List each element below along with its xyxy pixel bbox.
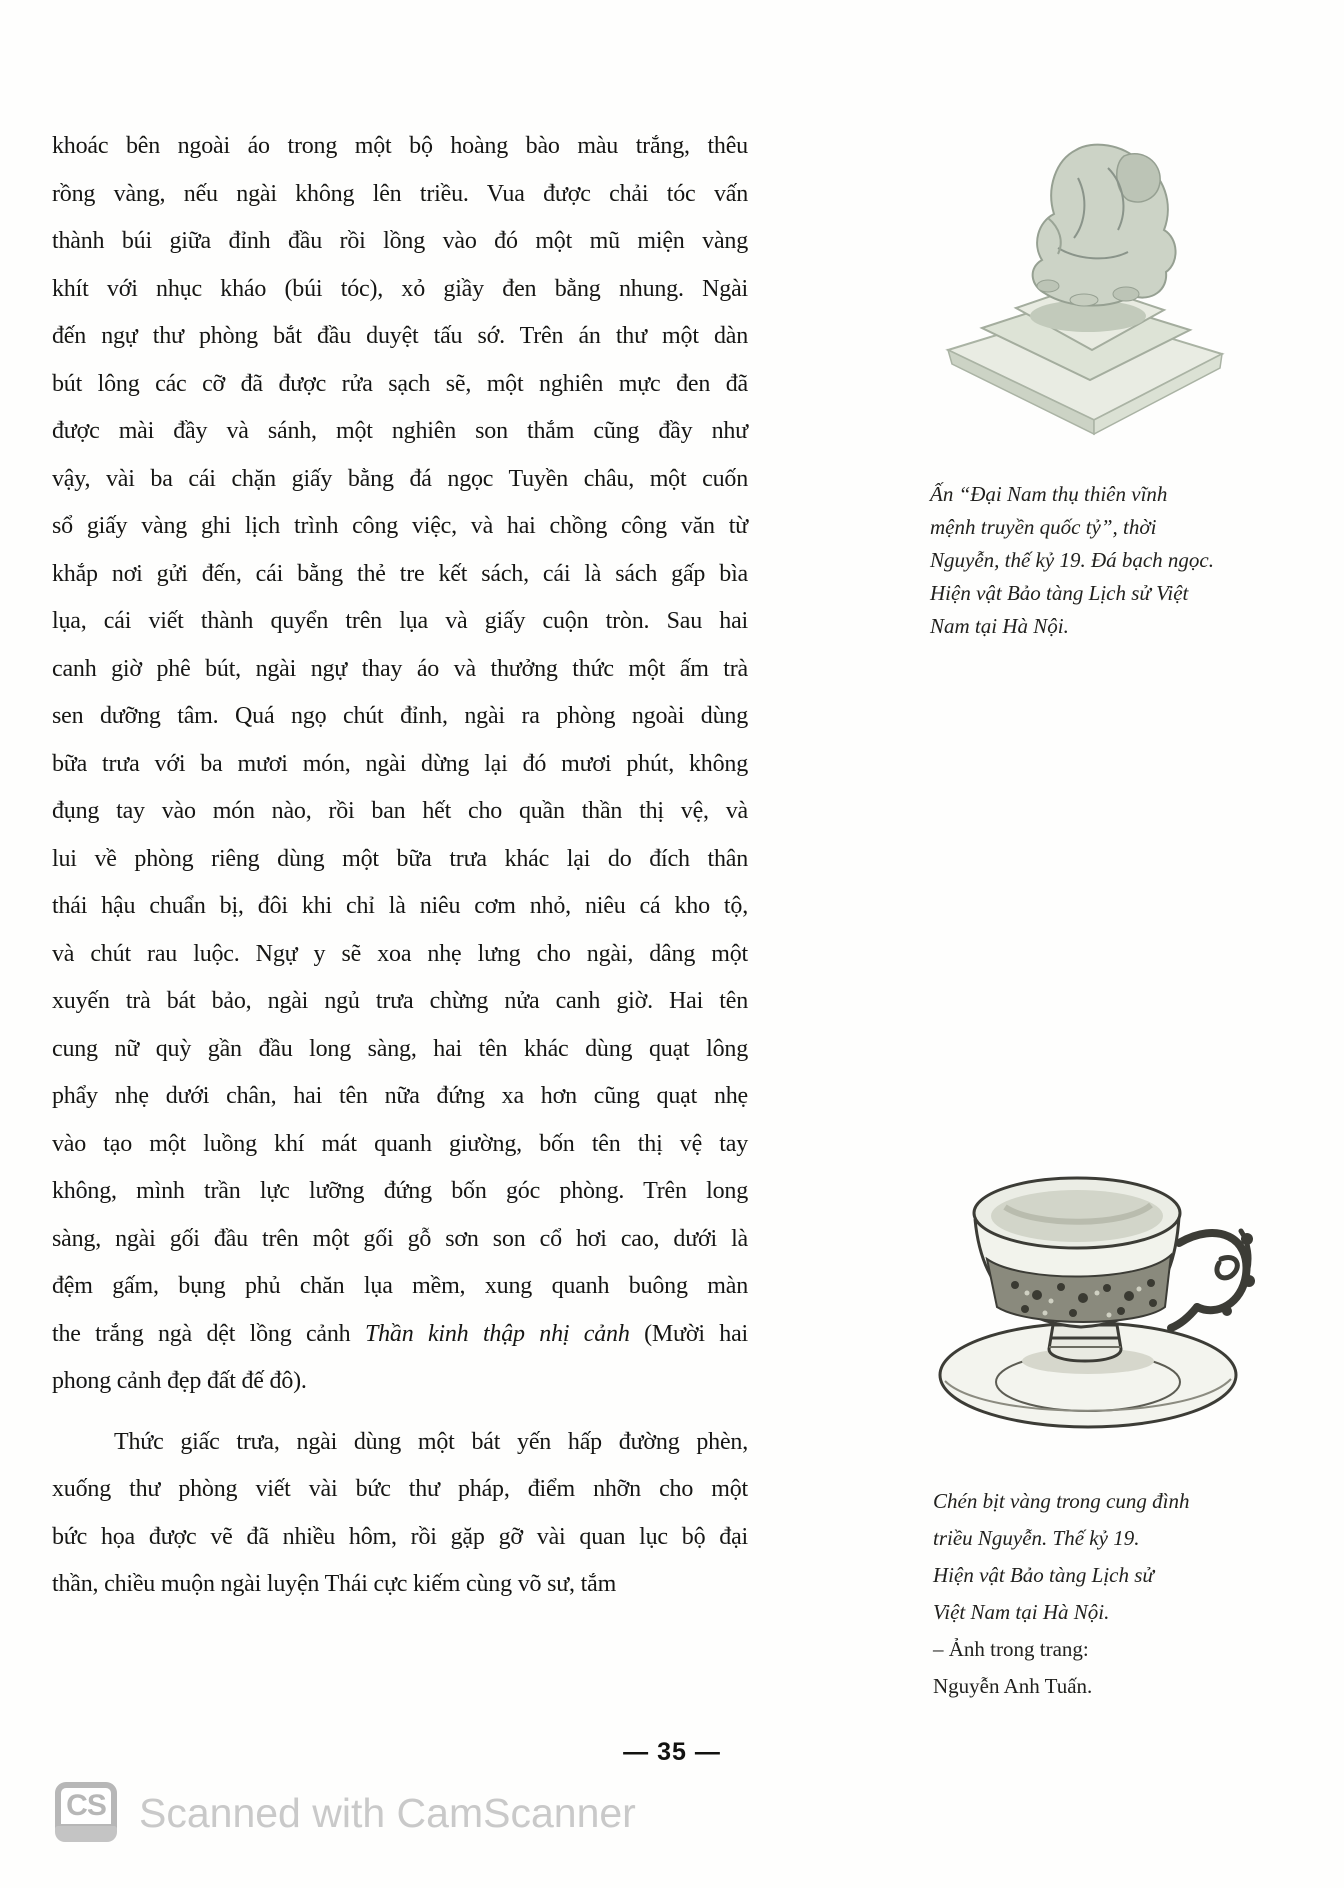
text: lui về phòng riêng dùng một bữa trưa khác lại do đích thân [52,845,748,872]
text-line [52,1121,748,1169]
text: thành búi giữa đỉnh đầu rồi lồng vào đó một mũ miện vàng [52,228,748,254]
text: cung nữ quỳ gần đầu long sàng, hai tên khác dùng quạt lông [52,1035,748,1062]
text-line [52,646,748,694]
text-line [52,1358,748,1406]
caption-line: Hiện vật Bảo tàng Lịch sử [933,1563,1154,1587]
text: phong cảnh đẹp đất đế đô). [52,1368,307,1394]
text: (Mười hai [629,1320,748,1347]
text: xuyến trà bát bảo, ngài ngủ trưa chừng nửa canh giờ. Hai tên [52,988,748,1014]
text: không, mình trần lực lưỡng đứng bốn góc phòng. Trên long [52,1178,748,1204]
caption-line: Nguyễn, thế kỷ 19. Đá bạch ngọc. [930,548,1215,572]
caption-cup [933,1483,1268,1705]
camscanner-logo-text: CS [55,1782,117,1830]
text-line [52,1419,748,1467]
text-line [52,788,748,836]
text: vậy, vài ba cái chặn giấy bằng đá ngọc Tuyền châu, một cuốn [52,465,748,492]
text: đệm gấm, bụng phủ chăn lụa mềm, xung quanh buông màn [52,1273,748,1299]
caption-line: mệnh truyền quốc tỷ”, thời [930,515,1157,539]
text: vào tạo một luồng khí mát quanh giường, bốn tên thị vệ tay [52,1130,748,1157]
text: xuống thư phòng viết vài bức thư pháp, điểm nhỡn cho một [52,1476,748,1502]
caption-line: triều Nguyễn. Thế kỷ 19. [933,1526,1140,1550]
text-line [52,1514,748,1562]
text: lụa, cái viết thành quyển trên lụa và giấy cuộn tròn. Sau hai [52,608,748,634]
text-line [52,1216,748,1264]
text: bức họa được vẽ đã nhiều hôm, rồi gặp gỡ vài quan lục bộ đại [52,1523,748,1550]
text-line [52,1311,748,1359]
text-line [52,883,748,931]
text-line [52,266,748,314]
text-line [52,931,748,979]
text: bữa trưa với ba mươi món, ngài dừng lại đó mươi phút, không [52,750,748,777]
figure-cup [925,1135,1255,1435]
body-text [52,123,748,1609]
text: đến ngự thư phòng bắt đầu duyệt tấu sớ. Trên án thư một dàn [52,323,748,349]
camscanner-logo-icon [55,1782,117,1842]
text: và chút rau luộc. Ngự y sẽ xoa nhẹ lưng cho ngài, dâng một [52,940,748,967]
text-line [52,123,748,171]
paragraph [52,1419,748,1609]
text: thái hậu chuẩn bị, đôi khi chỉ là niêu cơm nhỏ, niêu cá kho tộ, [52,893,748,919]
text-line [52,836,748,884]
text-line [52,1561,748,1609]
text-line [52,1263,748,1311]
text-line [52,693,748,741]
camscanner-watermark [55,1782,636,1846]
text: sen dưỡng tâm. Quá ngọ chút đỉnh, ngài ra phòng ngoài dùng [52,703,748,729]
text-line [52,598,748,646]
text: sàng, ngài gối đầu trên một gối gỗ sơn son cổ hơi cao, dưới là [52,1225,748,1252]
text: đụng tay vào món nào, rồi ban hết cho quần thần thị vệ, và [52,798,748,824]
text-line [52,1466,748,1514]
italic-text: Thần kinh thập nhị cảnh [364,1320,630,1347]
text-line [52,218,748,266]
text: khít với nhục kháo (búi tóc), xỏ giầy đen bằng nhung. Ngài [52,275,748,302]
text: bút lông các cỡ đã được rửa sạch sẽ, một nghiên mực đen đã [52,370,748,397]
caption-line: Ấn “Đại Nam thụ thiên vĩnh [930,482,1168,506]
text: khắp nơi gửi đến, cái bằng thẻ tre kết sách, cái là sách gấp bìa [52,560,748,587]
page-number: — 35 — [623,1738,721,1766]
paragraph [52,123,748,1406]
text-line [52,1168,748,1216]
text-line [52,1073,748,1121]
camscanner-label: Scanned with CamScanner [139,1790,636,1836]
text-line [52,978,748,1026]
jade-seal-image [928,118,1240,436]
caption-seal [930,478,1265,643]
caption-line: Nguyễn Anh Tuấn. [933,1674,1093,1698]
figure-seal [928,118,1240,436]
text: được mài đầy và sánh, một nghiên son thắm cũng đầy như [52,418,748,444]
gilded-cup-image [925,1135,1255,1435]
caption-line: Hiện vật Bảo tàng Lịch sử Việt [930,581,1189,605]
text-line [52,741,748,789]
text: khoác bên ngoài áo trong một bộ hoàng bào màu trắng, thêu [52,133,748,159]
text-line [52,1026,748,1074]
text-line [52,503,748,551]
text-line [52,361,748,409]
caption-line: Chén bịt vàng trong cung đình [933,1489,1190,1513]
text-line [52,408,748,456]
text-line [52,456,748,504]
caption-line: Việt Nam tại Hà Nội. [933,1600,1110,1624]
camscanner-logo-band [55,1826,117,1842]
text: phẩy nhẹ dưới chân, hai tên nữa đứng xa hơn cũng quạt nhẹ [52,1083,748,1109]
text: the trắng ngà dệt lồng cảnh [52,1320,365,1347]
caption-line: – Ảnh trong trang: [933,1637,1089,1661]
text-line [52,313,748,361]
text: canh giờ phê bút, ngài ngự thay áo và thưởng thức một ấm trà [52,655,748,682]
text: rồng vàng, nếu ngài không lên triều. Vua được chải tóc vấn [52,180,748,207]
text-line [52,171,748,219]
text: Thức giấc trưa, ngài dùng một bát yến hấp đường phèn, [114,1428,748,1455]
text: thần, chiều muộn ngài luyện Thái cực kiếm cùng võ sư, tắm [52,1571,617,1597]
caption-line: Nam tại Hà Nội. [930,614,1069,638]
text-line [52,551,748,599]
text: sổ giấy vàng ghi lịch trình công việc, và hai chồng công văn từ [52,513,748,539]
